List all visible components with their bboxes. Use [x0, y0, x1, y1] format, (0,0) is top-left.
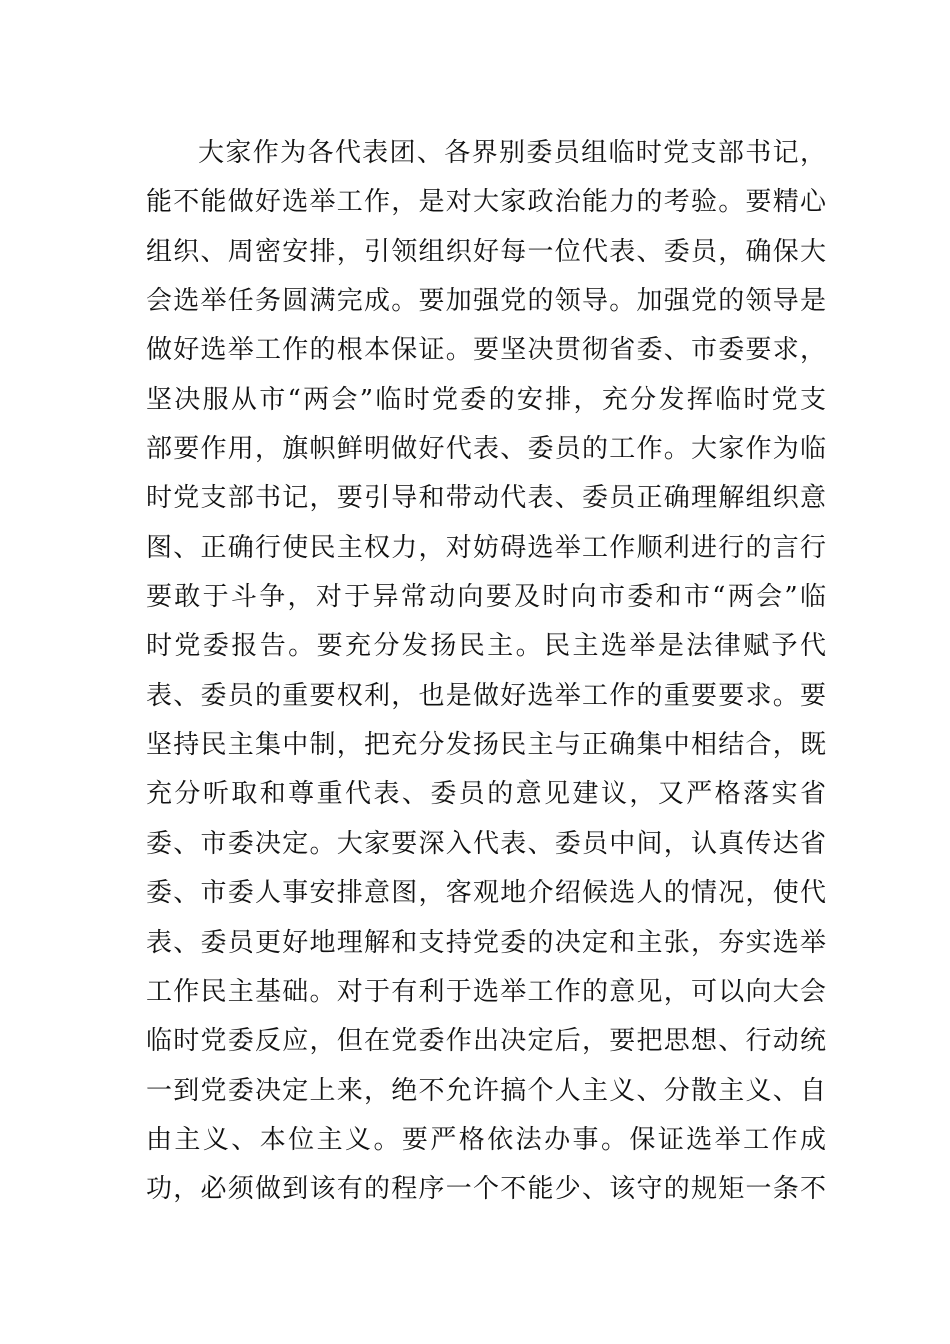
text-line: 组织、周密安排，引领组织好每一位代表、委员，确保大 — [146, 236, 826, 267]
text-line: 表、委员的重要权利，也是做好选举工作的重要要求。要 — [146, 680, 826, 711]
text-line: 表、委员更好地理解和支持党委的决定和主张，夯实选举 — [146, 927, 826, 958]
text-line: 委、市委人事安排意图，客观地介绍候选人的情况，使代 — [146, 878, 826, 909]
text-line: 一到党委决定上来，绝不允许搞个人主义、分散主义、自 — [146, 1075, 826, 1106]
text-line: 做好选举工作的根本保证。要坚决贯彻省委、市委要求， — [146, 335, 826, 366]
text-line: 时党委报告。要充分发扬民主。民主选举是法律赋予代 — [146, 631, 826, 662]
text-line: 坚决服从市“两会”临时党委的安排，充分发挥临时党支 — [146, 384, 826, 415]
text-line: 时党支部书记，要引导和带动代表、委员正确理解组织意 — [146, 483, 826, 514]
text-line: 图、正确行使民主权力，对妨碍选举工作顺利进行的言行 — [146, 532, 826, 563]
text-line: 由主义、本位主义。要严格依法办事。保证选举工作成 — [146, 1124, 826, 1155]
text-line: 会选举任务圆满完成。要加强党的领导。加强党的领导是 — [146, 286, 826, 317]
text-line: 充分听取和尊重代表、委员的意见建议，又严格落实省 — [146, 779, 826, 810]
text-line: 部要作用，旗帜鲜明做好代表、委员的工作。大家作为临 — [146, 434, 826, 465]
body-paragraph — [146, 129, 826, 1215]
text-line: 委、市委决定。大家要深入代表、委员中间，认真传达省 — [146, 828, 826, 859]
text-line: 能不能做好选举工作，是对大家政治能力的考验。要精心 — [146, 187, 826, 218]
text-line: 大家作为各代表团、各界别委员组临时党支部书记， — [198, 138, 826, 168]
text-line: 功，必须做到该有的程序一个不能少、该守的规矩一条不 — [146, 1174, 826, 1205]
text-line: 工作民主基础。对于有利于选举工作的意见，可以向大会 — [146, 976, 826, 1007]
text-line: 临时党委反应，但在党委作出决定后，要把思想、行动统 — [146, 1026, 826, 1057]
text-line: 要敢于斗争，对于异常动向要及时向市委和市“两会”临 — [146, 582, 826, 613]
text-line: 坚持民主集中制，把充分发扬民主与正确集中相结合，既 — [146, 730, 826, 761]
